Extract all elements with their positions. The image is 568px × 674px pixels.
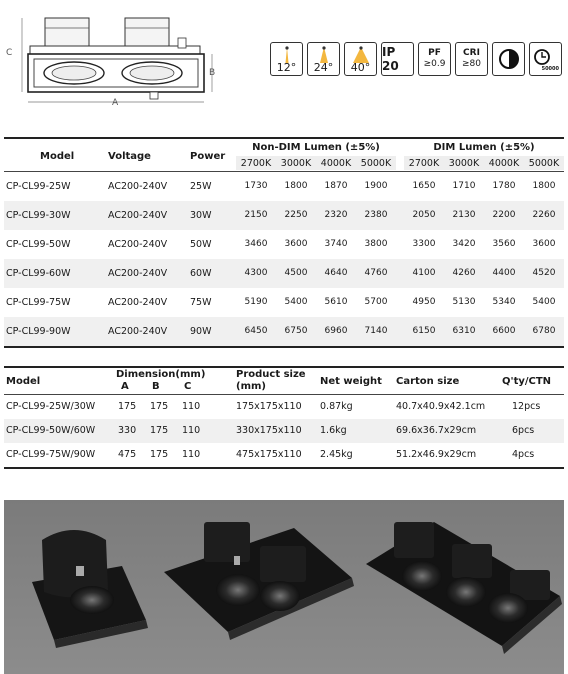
- cell-dim-lumen: 6150: [412, 326, 436, 336]
- cell-nondim-lumen: 1800: [284, 181, 308, 191]
- cell-power: 25W: [190, 181, 212, 192]
- table-row: [4, 172, 564, 201]
- cell-model: CP-CL99-25W/30W: [6, 401, 96, 412]
- cell-nondim-lumen: 2320: [324, 210, 348, 220]
- cell-nondim-lumen: 3800: [364, 239, 388, 249]
- cell-carton-size: 51.2x46.9x29cm: [396, 449, 477, 460]
- cell-carton-size: 69.6x36.7x29cm: [396, 425, 477, 436]
- cell-power: 75W: [190, 297, 212, 308]
- cell-model: CP-CL99-75W: [6, 297, 71, 308]
- cell-product-size: 475x175x110: [236, 449, 302, 460]
- cell-nondim-lumen: 5400: [284, 297, 308, 307]
- cell-dim-lumen: 2200: [492, 210, 516, 220]
- header-c: C: [184, 381, 192, 392]
- cell-nondim-lumen: 3600: [284, 239, 308, 249]
- cell-nondim-lumen: 3740: [324, 239, 348, 249]
- power-factor-icon: PF ≥0.9: [418, 42, 451, 76]
- cell-dim-lumen: 2050: [412, 210, 436, 220]
- dimmable-icon: [492, 42, 525, 76]
- header-kelvin: 2700K: [408, 158, 440, 169]
- cell-nondim-lumen: 2380: [364, 210, 388, 220]
- header-voltage: Voltage: [108, 151, 151, 162]
- cell-voltage: AC200-240V: [108, 210, 168, 221]
- cell-dim-lumen: 1650: [412, 181, 436, 191]
- cell-nondim-lumen: 1870: [324, 181, 348, 191]
- cell-qty: 6pcs: [512, 425, 535, 436]
- dimension-table-header: [4, 368, 564, 394]
- cell-qty: 4pcs: [512, 449, 535, 460]
- product-photo-illustration: [4, 500, 564, 674]
- cell-dim-lumen: 3560: [492, 239, 516, 249]
- cell-dim-c: 110: [182, 449, 201, 460]
- cell-voltage: AC200-240V: [108, 239, 168, 250]
- cell-dim-lumen: 4260: [452, 268, 476, 278]
- cell-nondim-lumen: 5610: [324, 297, 348, 307]
- dimension-b-label: B: [209, 68, 216, 78]
- cell-net-weight: 2.45kg: [320, 449, 353, 460]
- cell-dim-lumen: 5340: [492, 297, 516, 307]
- cell-nondim-lumen: 6960: [324, 326, 348, 336]
- lumen-table-header: [4, 139, 564, 171]
- cell-dim-lumen: 4400: [492, 268, 516, 278]
- cell-nondim-lumen: 1900: [364, 181, 388, 191]
- lumen-table-body: [4, 172, 564, 346]
- header-model: Model: [40, 151, 75, 162]
- cell-voltage: AC200-240V: [108, 297, 168, 308]
- cell-dim-a: 475: [118, 449, 137, 460]
- cell-model: CP-CL99-60W: [6, 268, 71, 279]
- cell-net-weight: 0.87kg: [320, 401, 353, 412]
- cell-model: CP-CL99-90W: [6, 326, 71, 337]
- cell-dim-b: 175: [150, 425, 169, 436]
- table-row: [4, 201, 564, 230]
- cell-dim-lumen: 1780: [492, 181, 516, 191]
- cell-model: CP-CL99-75W/90W: [6, 449, 96, 460]
- cell-nondim-lumen: 1730: [244, 181, 268, 191]
- cell-nondim-lumen: 2150: [244, 210, 268, 220]
- cell-model: CP-CL99-25W: [6, 181, 71, 192]
- cell-dim-lumen: 6600: [492, 326, 516, 336]
- beam-angle-24-icon: 24°: [307, 42, 340, 76]
- header-dim-lumen: DIM Lumen (±5%): [433, 142, 535, 153]
- cell-model: CP-CL99-50W/60W: [6, 425, 96, 436]
- cell-dim-a: 330: [118, 425, 137, 436]
- cell-dim-b: 175: [150, 401, 169, 412]
- cell-dim-c: 110: [182, 425, 201, 436]
- header-kelvin: 5000K: [528, 158, 560, 169]
- cell-nondim-lumen: 7140: [364, 326, 388, 336]
- table-row: [4, 443, 564, 467]
- cell-power: 60W: [190, 268, 212, 279]
- cell-power: 90W: [190, 326, 212, 337]
- cell-dim-lumen: 4520: [532, 268, 556, 278]
- cell-dim-lumen: 4100: [412, 268, 436, 278]
- header-qty: Q'ty/CTN: [502, 376, 552, 387]
- header-carton-size: Carton size: [396, 376, 460, 387]
- table-row: [4, 395, 564, 419]
- product-photo: [4, 500, 564, 674]
- cell-nondim-lumen: 6450: [244, 326, 268, 336]
- header-product-size: Product size: [236, 369, 306, 380]
- table-row: [4, 317, 564, 346]
- cell-nondim-lumen: 5700: [364, 297, 388, 307]
- single-head-fixture: [32, 530, 148, 648]
- cell-nondim-lumen: 4760: [364, 268, 388, 278]
- cell-nondim-lumen: 2250: [284, 210, 308, 220]
- cell-product-size: 330x175x110: [236, 425, 302, 436]
- cell-nondim-lumen: 3460: [244, 239, 268, 249]
- cell-product-size: 175x175x110: [236, 401, 302, 412]
- cell-dim-lumen: 1800: [532, 181, 556, 191]
- lumen-table: [4, 137, 564, 348]
- ip20-icon: IP 20: [381, 42, 414, 76]
- table-bottom-rule: [4, 467, 564, 469]
- cell-dim-lumen: 3300: [412, 239, 436, 249]
- lifetime-icon: 50000: [529, 42, 562, 76]
- header-a: A: [121, 381, 129, 392]
- header-model: Model: [6, 376, 41, 387]
- cell-dim-a: 175: [118, 401, 137, 412]
- cell-dim-lumen: 4950: [412, 297, 436, 307]
- cell-nondim-lumen: 4640: [324, 268, 348, 278]
- header-kelvin: 2700K: [240, 158, 272, 169]
- header-kelvin: 5000K: [360, 158, 392, 169]
- cell-power: 30W: [190, 210, 212, 221]
- dimension-c-label: C: [6, 48, 13, 58]
- spec-icons-row: [270, 42, 562, 76]
- cell-carton-size: 40.7x40.9x42.1cm: [396, 401, 486, 412]
- table-row: [4, 230, 564, 259]
- cell-dim-lumen: 5130: [452, 297, 476, 307]
- header-nondim-lumen: Non-DIM Lumen (±5%): [252, 142, 380, 153]
- triple-head-fixture: [366, 522, 562, 654]
- cell-nondim-lumen: 5190: [244, 297, 268, 307]
- header-kelvin: 3000K: [280, 158, 312, 169]
- beam-angle-40-icon: 40°: [344, 42, 377, 76]
- fixture-outline-drawing: [0, 14, 240, 114]
- header-net-weight: Net weight: [320, 376, 382, 387]
- cell-net-weight: 1.6kg: [320, 425, 347, 436]
- cri-icon: CRI ≥80: [455, 42, 488, 76]
- cell-dim-lumen: 3600: [532, 239, 556, 249]
- cell-dim-b: 175: [150, 449, 169, 460]
- table-row: [4, 288, 564, 317]
- cell-voltage: AC200-240V: [108, 326, 168, 337]
- table-row: [4, 259, 564, 288]
- table-bottom-rule: [4, 346, 564, 348]
- cell-dim-lumen: 5400: [532, 297, 556, 307]
- table-row: [4, 419, 564, 443]
- header-product-unit: (mm): [236, 381, 266, 392]
- cell-voltage: AC200-240V: [108, 181, 168, 192]
- cell-model: CP-CL99-30W: [6, 210, 71, 221]
- cell-dim-lumen: 1710: [452, 181, 476, 191]
- cell-power: 50W: [190, 239, 212, 250]
- dimension-table-body: [4, 395, 564, 467]
- cell-dim-lumen: 6310: [452, 326, 476, 336]
- cell-qty: 12pcs: [512, 401, 541, 412]
- dimension-drawing: [0, 14, 240, 114]
- cell-model: CP-CL99-50W: [6, 239, 71, 250]
- header-kelvin: 4000K: [320, 158, 352, 169]
- cell-dim-lumen: 3420: [452, 239, 476, 249]
- header-power: Power: [190, 151, 226, 162]
- cell-nondim-lumen: 4500: [284, 268, 308, 278]
- cell-dim-c: 110: [182, 401, 201, 412]
- cell-nondim-lumen: 6750: [284, 326, 308, 336]
- header-dimension: Dimension(mm): [116, 369, 206, 380]
- dimension-table: [4, 366, 564, 469]
- cell-dim-lumen: 2260: [532, 210, 556, 220]
- cell-dim-lumen: 2130: [452, 210, 476, 220]
- header-kelvin: 4000K: [488, 158, 520, 169]
- cell-nondim-lumen: 4300: [244, 268, 268, 278]
- cell-dim-lumen: 6780: [532, 326, 556, 336]
- beam-angle-12-icon: 12°: [270, 42, 303, 76]
- dimension-a-label: A: [112, 98, 119, 108]
- header-kelvin: 3000K: [448, 158, 480, 169]
- header-b: B: [152, 381, 160, 392]
- cell-voltage: AC200-240V: [108, 268, 168, 279]
- double-head-fixture: [164, 522, 354, 640]
